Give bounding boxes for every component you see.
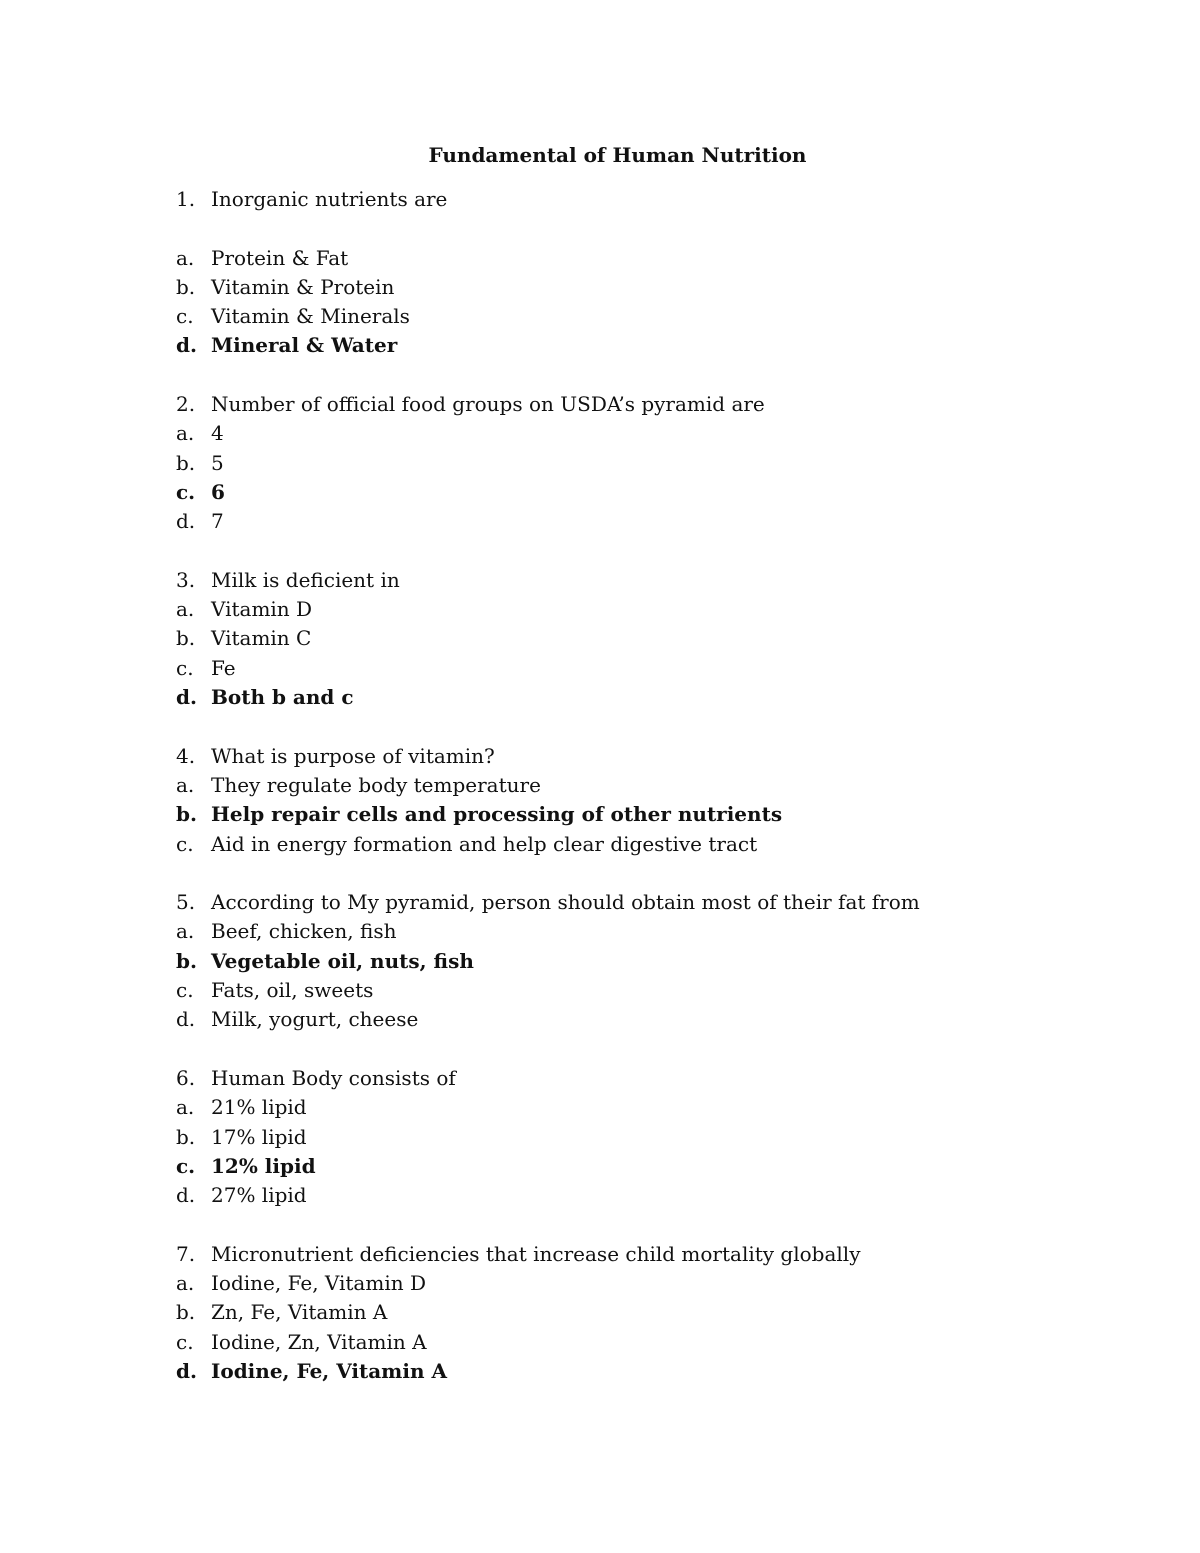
- answer-option-correct: [176, 947, 1156, 976]
- answer-option: [176, 771, 1156, 800]
- option-letter: d.: [176, 685, 197, 710]
- option-letter: a.: [176, 421, 195, 446]
- option-letter: d.: [176, 509, 196, 534]
- option-text: 6: [211, 479, 225, 504]
- option-letter: b.: [176, 1124, 196, 1149]
- option-letter: b.: [176, 274, 196, 299]
- option-letter: d.: [176, 1358, 197, 1383]
- option-letter: d.: [176, 333, 197, 358]
- option-text: 17% lipid: [211, 1124, 307, 1149]
- option-letter: c.: [176, 655, 194, 680]
- question-line: [176, 742, 1156, 771]
- answer-option-correct: [176, 800, 1156, 829]
- document-title: Fundamental of Human Nutrition: [428, 143, 807, 167]
- option-letter: a.: [176, 597, 195, 622]
- answer-option: [176, 1093, 1156, 1122]
- spacer: [176, 712, 1156, 741]
- answer-option: [176, 449, 1156, 478]
- answer-option-correct: [176, 1152, 1156, 1181]
- option-letter: b.: [176, 626, 196, 651]
- question-line: [176, 888, 1156, 917]
- answer-option: [176, 976, 1156, 1005]
- answer-option: [176, 654, 1156, 683]
- option-text: Iodine, Zn, Vitamin A: [211, 1329, 427, 1354]
- option-text: Iodine, Fe, Vitamin D: [211, 1270, 426, 1295]
- option-text: Both b and c: [211, 685, 354, 710]
- option-text: Vegetable oil, nuts, fish: [211, 948, 474, 973]
- option-letter: a.: [176, 1095, 195, 1120]
- option-letter: c.: [176, 978, 194, 1003]
- question-line: [176, 1240, 1156, 1269]
- option-text: 21% lipid: [211, 1095, 307, 1120]
- option-letter: a.: [176, 1270, 195, 1295]
- question-line: [176, 566, 1156, 595]
- spacer: [176, 537, 1156, 566]
- answer-option: [176, 507, 1156, 536]
- option-text: Vitamin D: [211, 597, 313, 622]
- answer-option: [176, 1181, 1156, 1210]
- option-letter: c.: [176, 1329, 194, 1354]
- option-letter: d.: [176, 1007, 196, 1032]
- question-text: Number of official food groups on USDA’s pyramid are: [211, 392, 765, 417]
- question-block: [176, 1064, 1156, 1240]
- answer-option-correct: [176, 478, 1156, 507]
- question-text: Micronutrient deficiencies that increase child mortality globally: [211, 1241, 861, 1266]
- question-text: According to My pyramid, person should obtain most of their fat from: [211, 890, 920, 915]
- answer-option: [176, 1298, 1156, 1327]
- answer-option: [176, 830, 1156, 859]
- question-block: [176, 1240, 1156, 1386]
- option-text: Mineral & Water: [211, 333, 398, 358]
- question-block: [176, 742, 1156, 888]
- option-text: They regulate body temperature: [211, 772, 541, 797]
- option-letter: a.: [176, 919, 195, 944]
- option-text: Protein & Fat: [211, 245, 349, 270]
- option-text: Fe: [211, 655, 236, 680]
- option-text: 12% lipid: [211, 1153, 316, 1178]
- question-block: [176, 185, 1156, 390]
- option-letter: b.: [176, 1300, 196, 1325]
- answer-option: [176, 244, 1156, 273]
- option-letter: a.: [176, 772, 195, 797]
- question-number: 3.: [176, 567, 196, 592]
- question-block: [176, 390, 1156, 566]
- spacer: [176, 859, 1156, 888]
- option-letter: c.: [176, 831, 194, 856]
- answer-option: [176, 917, 1156, 946]
- option-text: Vitamin & Protein: [211, 274, 395, 299]
- answer-option: [176, 1328, 1156, 1357]
- option-text: Vitamin & Minerals: [211, 304, 410, 329]
- question-number: 4.: [176, 743, 196, 768]
- option-text: 4: [211, 421, 224, 446]
- option-letter: b.: [176, 802, 197, 827]
- option-text: Zn, Fe, Vitamin A: [211, 1300, 388, 1325]
- option-text: 27% lipid: [211, 1183, 307, 1208]
- question-text: Inorganic nutrients are: [211, 187, 448, 211]
- option-letter: c.: [176, 1153, 196, 1178]
- answer-option-correct: [176, 331, 1156, 360]
- answer-option-correct: [176, 1357, 1156, 1386]
- question-line: [176, 1064, 1156, 1093]
- option-text: Aid in energy formation and help clear digestive tract: [211, 831, 758, 856]
- option-letter: a.: [176, 245, 195, 270]
- spacer: [176, 214, 1156, 243]
- question-text: What is purpose of vitamin?: [211, 743, 495, 768]
- option-text: Vitamin C: [211, 626, 312, 651]
- option-letter: d.: [176, 1183, 196, 1208]
- option-text: Iodine, Fe, Vitamin A: [211, 1358, 447, 1383]
- question-number: 6.: [176, 1065, 196, 1090]
- question-text: Human Body consists of: [211, 1065, 456, 1090]
- question-number: 1.: [176, 187, 196, 211]
- question-number: 2.: [176, 392, 196, 417]
- option-text: Beef, chicken, fish: [211, 919, 397, 944]
- option-letter: c.: [176, 479, 196, 504]
- answer-option: [176, 1005, 1156, 1034]
- question-list: [176, 185, 1156, 1386]
- question-text: Milk is deficient in: [211, 567, 400, 592]
- option-letter: b.: [176, 948, 197, 973]
- question-number: 7.: [176, 1241, 196, 1266]
- question-number: 5.: [176, 890, 196, 915]
- question-line: [176, 390, 1156, 419]
- option-text: 5: [211, 450, 224, 475]
- option-text: Help repair cells and processing of other nutrients: [211, 802, 783, 827]
- option-letter: c.: [176, 304, 194, 329]
- answer-option: [176, 595, 1156, 624]
- option-text: Fats, oil, sweets: [211, 978, 374, 1003]
- answer-option: [176, 624, 1156, 653]
- answer-option: [176, 419, 1156, 448]
- answer-option: [176, 1123, 1156, 1152]
- answer-option: [176, 302, 1156, 331]
- spacer: [176, 361, 1156, 390]
- question-line: [176, 185, 1156, 214]
- option-text: 7: [211, 509, 224, 534]
- answer-option: [176, 1269, 1156, 1298]
- question-block: [176, 888, 1156, 1064]
- answer-option: [176, 273, 1156, 302]
- spacer: [176, 1035, 1156, 1064]
- option-text: Milk, yogurt, cheese: [211, 1007, 419, 1032]
- answer-option-correct: [176, 683, 1156, 712]
- spacer: [176, 1210, 1156, 1239]
- question-block: [176, 566, 1156, 742]
- option-letter: b.: [176, 450, 196, 475]
